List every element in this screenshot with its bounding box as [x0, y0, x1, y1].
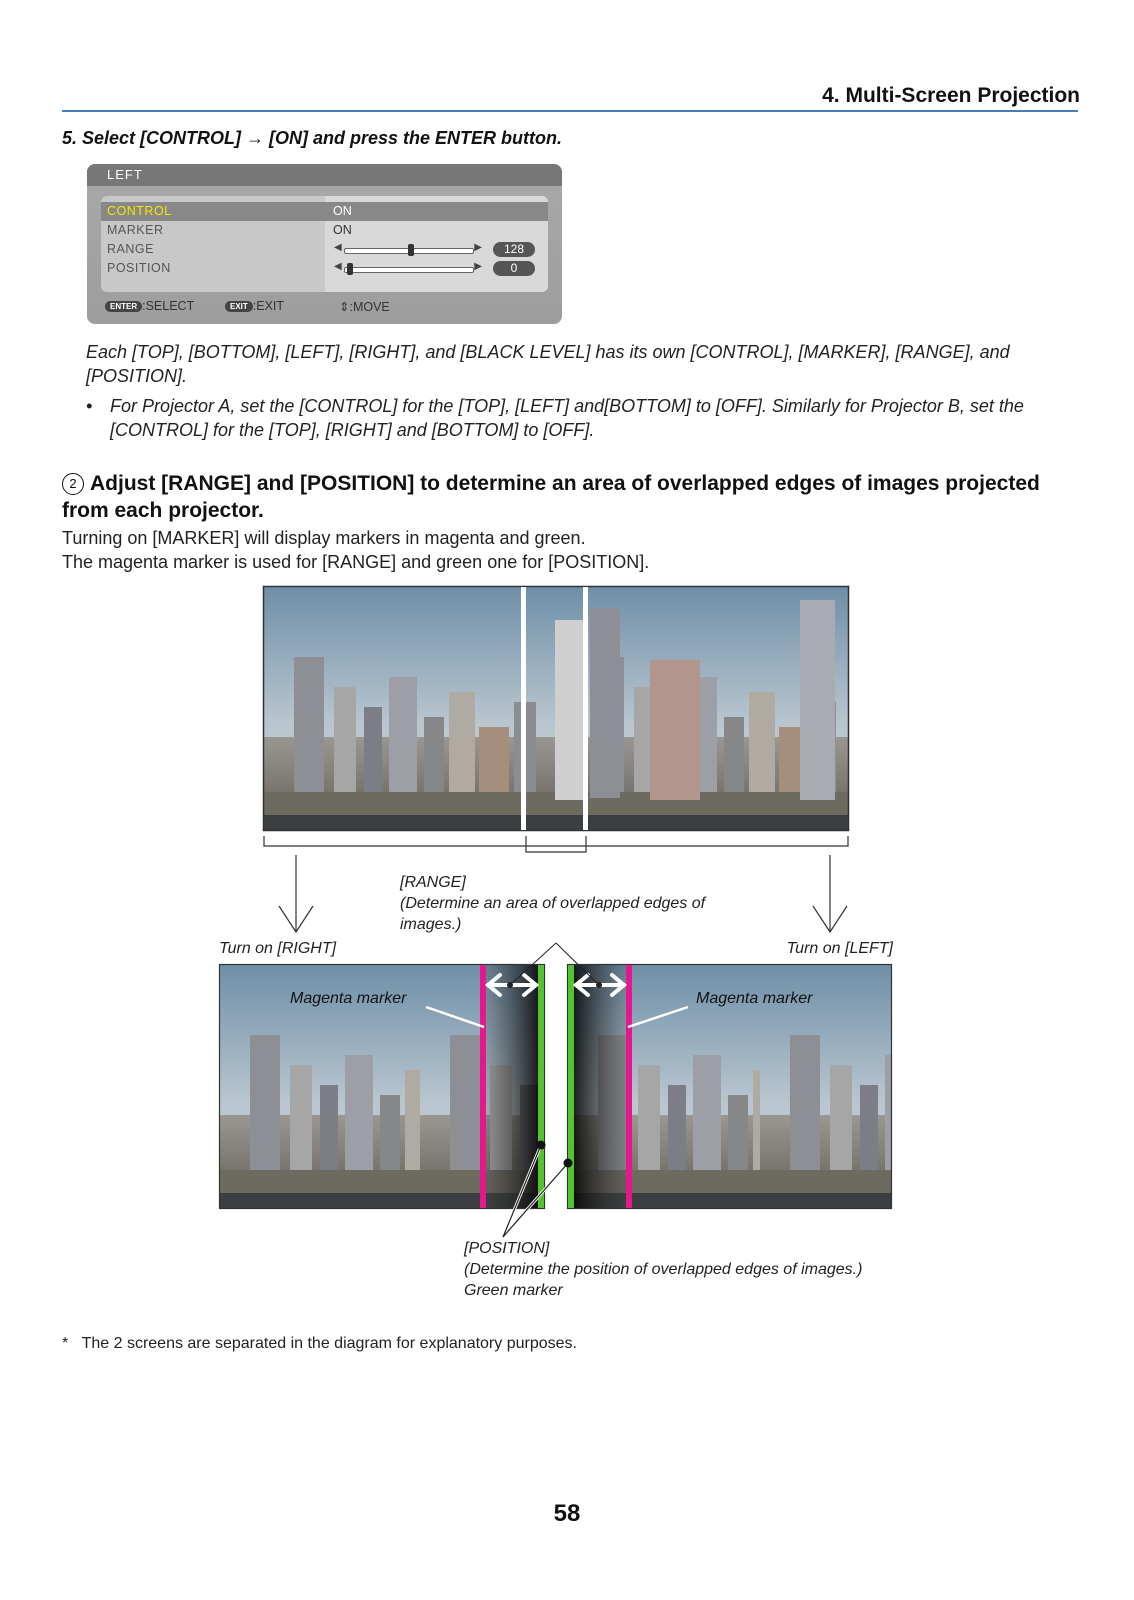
exit-hint-label: :EXIT — [252, 299, 285, 313]
range-caption — [400, 872, 760, 935]
green-marker-label: Green marker — [464, 1282, 563, 1299]
position-description: (Determine the position of overlapped edges of images.) — [464, 1261, 863, 1278]
control-label: CONTROL — [107, 204, 172, 218]
range-value: 128 — [493, 242, 535, 257]
marker-value: ON — [333, 223, 352, 237]
section-title: 4. Multi-Screen Projection — [822, 84, 1080, 107]
range-label: [RANGE] — [400, 874, 466, 891]
overlap-bracket — [526, 836, 586, 852]
marker-description-2: The magenta marker is used for [RANGE] and green one for [POSITION]. — [62, 552, 650, 572]
range-description: (Determine an area of overlapped edges of images.) — [400, 895, 706, 933]
bullet-paragraph: For Projector A, set the [CONTROL] for the [TOP], [LEFT] and[BOTTOM] to [OFF]. Similarly for Projector B, set the [CONTROL] for the [TOP], [RIGHT] and [BOTTOM] to [OFF]. — [110, 396, 1024, 440]
osd-tab-label: LEFT — [107, 167, 143, 182]
range-label: RANGE — [107, 242, 154, 256]
slider-right-arrow-icon: ▶ — [474, 242, 482, 253]
position-value: 0 — [493, 261, 535, 276]
magenta-marker-left-label: Magenta marker — [290, 990, 407, 1007]
turn-on-right-label: Turn on [RIGHT] — [219, 940, 337, 957]
position-label: POSITION — [107, 261, 171, 275]
green-marker-left — [538, 965, 544, 1208]
step-number-circle: 2 — [62, 473, 84, 495]
magenta-marker-left — [480, 965, 486, 1208]
step2-heading-text: Adjust [RANGE] and [POSITION] to determine an area of overlapped edges of images projected from each projector. — [62, 472, 1040, 522]
green-marker-right — [568, 965, 574, 1208]
footnote — [62, 1335, 577, 1353]
enter-key: ENTER — [105, 301, 142, 312]
full-width-bracket — [264, 836, 848, 846]
marker-label: MARKER — [107, 223, 164, 237]
move-hint: ⇕:MOVE — [339, 300, 390, 314]
range-guide-right — [583, 587, 588, 830]
exit-key: EXIT — [225, 301, 253, 312]
step-heading: 5. Select [CONTROL] → [ON] and press the ENTER button. — [62, 128, 563, 148]
down-arrow-right-icon — [813, 855, 847, 932]
down-arrow-left-icon — [279, 855, 313, 932]
slider-left-arrow-icon: ◀ — [334, 261, 342, 272]
footnote-text: The 2 screens are separated in the diagram for explanatory purposes. — [81, 1335, 577, 1352]
slider-left-arrow-icon: ◀ — [334, 242, 342, 253]
bullet-mark: • — [86, 396, 93, 416]
marker-description-1: Turning on [MARKER] will display markers in magenta and green. — [62, 528, 586, 548]
page-number: 58 — [553, 1500, 581, 1527]
position-label: [POSITION] — [464, 1240, 550, 1257]
range-guide-left — [521, 587, 526, 830]
footnote-mark: * — [62, 1335, 69, 1352]
turn-on-left-label: Turn on [LEFT] — [786, 940, 893, 957]
magenta-marker-right — [626, 965, 632, 1208]
magenta-marker-right-label: Magenta marker — [696, 990, 813, 1007]
position-caption — [464, 1238, 924, 1301]
combined-screen-image — [264, 587, 864, 837]
select-hint: :SELECT — [142, 299, 195, 313]
right-screen-image — [568, 965, 1060, 1215]
each-paragraph: Each [TOP], [BOTTOM], [LEFT], [RIGHT], and [BLACK LEVEL] has its own [CONTROL], [MARKER], [RANGE], and [POSITION]. — [86, 342, 1010, 386]
control-value: ON — [333, 204, 352, 218]
slider-right-arrow-icon: ▶ — [474, 261, 482, 272]
